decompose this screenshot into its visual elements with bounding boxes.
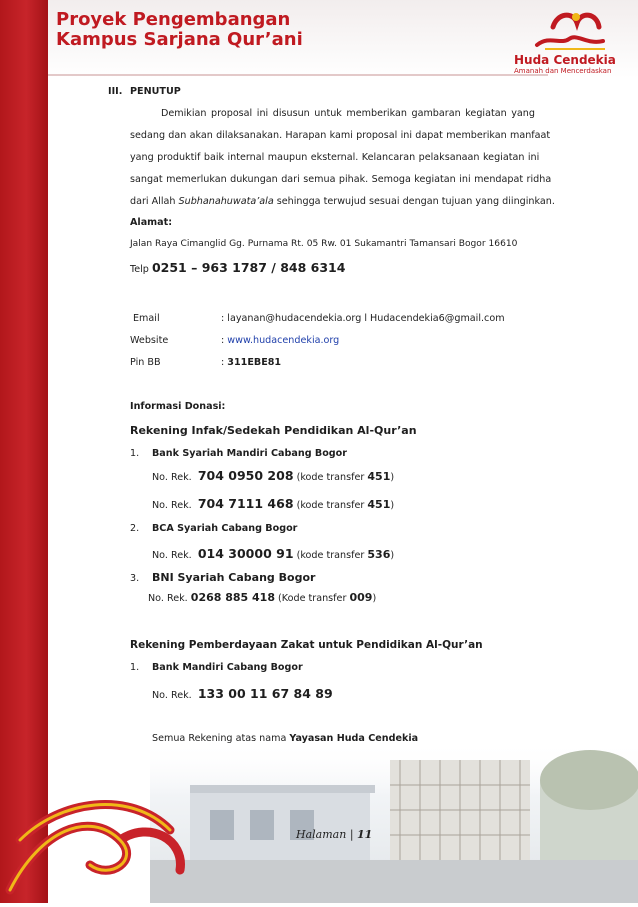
telephone-numbers: 0251 – 963 1787 / 848 6314 bbox=[151, 260, 346, 275]
account-holder-prefix: Semua Rekening atas nama bbox=[152, 733, 290, 744]
zakat-bank-number: 1. bbox=[130, 662, 140, 673]
section-heading: PENUTUP bbox=[130, 86, 181, 97]
account-2-open: (kode transfer bbox=[293, 500, 368, 511]
page-separator: | bbox=[349, 828, 354, 841]
zakat-bank-name: Bank Mandiri Cabang Bogor bbox=[152, 662, 303, 673]
campus-photo bbox=[150, 740, 638, 903]
account-holder-note bbox=[152, 733, 418, 744]
zakat-account bbox=[152, 686, 333, 701]
account-2-prefix: No. Rek. bbox=[152, 500, 192, 511]
account-2 bbox=[152, 496, 394, 511]
account-3-close: ) bbox=[390, 550, 395, 561]
bank-1-name: Bank Syariah Mandiri Cabang Bogor bbox=[152, 448, 347, 459]
donation-label: Informasi Donasi: bbox=[130, 401, 226, 412]
account-1-close: ) bbox=[390, 472, 395, 483]
paragraph-line-3: yang produktif baik internal maupun eksternal. Kelancaran pelaksanaan kegiatan ini bbox=[130, 152, 540, 163]
account-3-number: 014 30000 91 bbox=[197, 546, 294, 561]
account-4-open: (Kode transfer bbox=[275, 593, 350, 604]
project-title bbox=[56, 10, 303, 50]
email-label: Email bbox=[133, 313, 160, 324]
paragraph-line-5-prefix: dari Allah bbox=[130, 196, 179, 207]
paragraph-line-1: Demikian proposal ini disusun untuk memberikan gambaran kegiatan yang bbox=[161, 108, 535, 119]
project-title-line1: Proyek Pengembangan bbox=[56, 9, 291, 30]
account-3-code: 536 bbox=[367, 548, 391, 561]
account-1-open: (kode transfer bbox=[293, 472, 368, 483]
page-footer bbox=[296, 828, 372, 841]
account-3-prefix: No. Rek. bbox=[152, 550, 192, 561]
bank-3-name: BNI Syariah Cabang Bogor bbox=[152, 571, 316, 584]
account-2-number: 704 7111 468 bbox=[197, 496, 294, 511]
website-link[interactable]: www.hudacendekia.org bbox=[227, 335, 340, 346]
paragraph-line-5-suffix: sehingga terwujud sesuai dengan tujuan yang diinginkan. bbox=[273, 196, 555, 207]
website-label: Website bbox=[130, 335, 169, 346]
account-3 bbox=[152, 546, 394, 561]
section-number: III. bbox=[108, 86, 123, 97]
paragraph-line-4: sangat memerlukan dukungan dari semua pihak. Semoga kegiatan ini mendapat ridha bbox=[130, 174, 552, 185]
account-4-code: 009 bbox=[349, 591, 373, 604]
bank-2-number: 2. bbox=[130, 523, 140, 534]
zakat-heading: Rekening Pemberdayaan Zakat untuk Pendidikan Al-Qur’an bbox=[130, 639, 483, 651]
pinbb-code: 311EBE81 bbox=[227, 357, 282, 368]
account-4-number: 0268 885 418 bbox=[190, 591, 275, 604]
paragraph-line-2: sedang dan akan dilaksanakan. Harapan kami proposal ini dapat memberikan manfaat bbox=[130, 130, 551, 141]
telephone-label: Telp bbox=[130, 264, 149, 275]
bank-3-number: 3. bbox=[130, 573, 140, 584]
address-label: Alamat: bbox=[130, 217, 173, 228]
bank-2-name: BCA Syariah Cabang Bogor bbox=[152, 523, 298, 534]
paragraph-line-5 bbox=[130, 196, 555, 207]
email-value: : layanan@hudacendekia.org l Hudacendekia6@gmail.com bbox=[221, 313, 505, 324]
left-decorative-band bbox=[0, 0, 48, 903]
zakat-account-number: 133 00 11 67 84 89 bbox=[197, 686, 333, 701]
project-title-line2: Kampus Sarjana Qur’ani bbox=[56, 29, 303, 50]
account-1 bbox=[152, 468, 394, 483]
paragraph-line-5-italic: Subhanahuwata’ala bbox=[178, 196, 274, 207]
account-3-open: (kode transfer bbox=[293, 550, 368, 561]
logo-tagline: Amanah dan Mencerdaskan bbox=[514, 67, 612, 75]
website-prefix: : bbox=[221, 335, 228, 346]
account-1-code: 451 bbox=[367, 470, 391, 483]
logo-name: Huda Cendekia bbox=[514, 53, 616, 67]
infak-heading: Rekening Infak/Sedekah Pendidikan Al-Qur’an bbox=[130, 424, 417, 437]
telephone-line bbox=[130, 260, 345, 275]
account-1-number: 704 0950 208 bbox=[197, 468, 294, 483]
pinbb-label: Pin BB bbox=[130, 357, 161, 368]
ornament-graphic bbox=[0, 770, 200, 907]
website-value bbox=[221, 335, 339, 346]
pinbb-value bbox=[221, 357, 281, 368]
account-4 bbox=[148, 591, 376, 604]
account-2-close: ) bbox=[390, 500, 395, 511]
account-4-close: ) bbox=[372, 593, 377, 604]
zakat-account-prefix: No. Rek. bbox=[152, 690, 192, 701]
account-1-prefix: No. Rek. bbox=[152, 472, 192, 483]
page-number: 11 bbox=[357, 828, 373, 841]
account-2-code: 451 bbox=[367, 498, 391, 511]
pinbb-prefix: : bbox=[221, 357, 228, 368]
bank-1-number: 1. bbox=[130, 448, 140, 459]
address-street: Jalan Raya Cimanglid Gg. Purnama Rt. 05 Rw. 01 Sukamantri Tamansari Bogor 16610 bbox=[130, 239, 518, 249]
account-4-prefix: No. Rek. bbox=[148, 593, 188, 604]
page-label: Halaman bbox=[296, 828, 347, 841]
account-holder-name: Yayasan Huda Cendekia bbox=[289, 733, 419, 744]
